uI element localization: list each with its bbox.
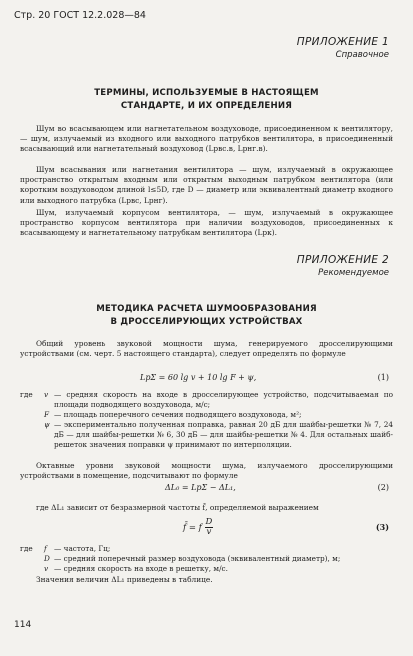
intro-paragraph: Общий уровень звуковой мощности шума, генерируемого дросселирующими устройствами (см. черт. 5 настоящего стандарта), следует определять по формуле — [20, 339, 393, 359]
definition-row — [20, 410, 393, 420]
appendix-2-title: ПРИЛОЖЕНИЕ 2 — [296, 254, 389, 266]
appendix-1-title: ПРИЛОЖЕНИЕ 1 — [296, 36, 389, 48]
formula-3-fraction — [205, 518, 214, 537]
term-duct-noise: Шум во всасывающем или нагнетательном воздуховоде, присоединенном к вентилятору, — шум, излучаемый из входного или выходного патрубков вентилятора, в присоединенный всасывающий или нагнетательный воздуховод (Lрвс.в, Lрнг.в). — [20, 124, 393, 154]
formula-3-number: (3) — [375, 522, 389, 532]
definition-v: — средняя скорость на входе в дросселирующее устройство, подсчитываемая по площади подводящего воздуховода, м/с; — [54, 390, 393, 409]
section-1-title-line2: СТАНДАРТЕ, И ИХ ОПРЕДЕЛЕНИЯ — [120, 100, 293, 111]
symbol-f-area: F — [44, 410, 50, 419]
term-casing-noise: Шум, излучаемый корпусом вентилятора, — шум, излучаемый в окружающее пространство корпусом вентилятора при наличии воздуховодов, присоединенных к всасывающему и нагнетательному патрубкам вентилятора (Lрк). — [20, 208, 393, 238]
symbol-psi: ψ — [44, 420, 50, 429]
definition-f-area: — площадь поперечного сечения подводящего воздуховода, м²; — [54, 410, 302, 419]
spacer — [20, 410, 44, 420]
where-label: где — [20, 390, 33, 399]
section-1-title — [0, 87, 413, 112]
page-header: Стр. 20 ГОСТ 12.2.028—84 — [14, 10, 146, 21]
definition-row — [20, 544, 393, 554]
appendix-1-label — [297, 36, 389, 60]
section-2-title-line2: В ДРОССЕЛИРУЮЩИХ УСТРОЙСТВАХ — [110, 316, 303, 327]
appendix-2-label — [297, 254, 389, 278]
formula-3 — [183, 518, 213, 537]
spacer — [20, 554, 44, 564]
definition-row — [20, 390, 393, 410]
formula-3-numerator: D — [205, 517, 213, 527]
definition-row — [20, 420, 393, 450]
symbol-v: v — [44, 390, 49, 399]
definition-row — [20, 564, 393, 574]
appendix-2-subtitle: Рекомендуемое — [318, 268, 389, 278]
symbol-v2: v — [44, 564, 49, 573]
definitions-2 — [20, 544, 393, 574]
definition-f: — частота, Гц; — [54, 544, 111, 553]
section-2-title-line1: МЕТОДИКА РАСЧЕТА ШУМООБРАЗОВАНИЯ — [96, 304, 317, 314]
section-2-title — [0, 303, 413, 328]
page-number: 114 — [14, 620, 32, 630]
definition-psi: — экспериментально полученная поправка, равная 20 дБ для шайбы-решетки № 7, 24 дБ — для шайбы-решетки № 6, 30 дБ — для шайбы-решетки № 4. Для остальных шайб-решеток значения поправки ψ принимают по интерполяции. — [54, 420, 393, 449]
formula-2: ΔL₀ = LрΣ − ΔL₁, — [165, 483, 236, 492]
formula-1: LрΣ = 60 lg v + 10 lg F + ψ, — [140, 373, 257, 382]
section-1-title-line1: ТЕРМИНЫ, ИСПОЛЬЗУЕМЫЕ В НАСТОЯЩЕМ — [94, 88, 319, 98]
definition-d: — средний поперечный размер воздуховода (эквивалентный диаметр), м; — [54, 554, 341, 563]
appendix-1-subtitle: Справочное — [335, 50, 389, 60]
definition-row — [20, 554, 393, 564]
formula-1-number: (1) — [377, 373, 389, 382]
definitions-1 — [20, 390, 393, 450]
symbol-f: f — [44, 544, 47, 553]
definition-v2: — средняя скорость на входе в решетку, м/с. — [54, 564, 228, 573]
spacer — [20, 564, 44, 574]
formula-3-left: f̄ = f — [183, 523, 202, 533]
where-label: где — [20, 544, 33, 553]
spacer — [20, 420, 44, 450]
symbol-d: D — [44, 554, 50, 563]
octave-paragraph: Октавные уровни звуковой мощности шума, излучаемого дросселирующими устройствами в помещение, подсчитывают по формуле — [20, 461, 393, 481]
term-intake-noise: Шум всасывания или нагнетания вентилятора — шум, излучаемый в окружающее пространство открытым входным или открытым выходным патрубком вентилятора (или коротким воздуховодом длиной l≤5D, где D — диаметр или эквивалентный диаметр входного или выходного патрубка (Lрвс, Lрнг). — [20, 165, 393, 205]
formula-3-denominator: v — [206, 527, 212, 537]
depends-paragraph: где ΔL₁ зависит от безразмерной частоты f̄, определяемой выражением — [36, 503, 319, 512]
closing-paragraph: Значения величин ΔL₁ приведены в таблице. — [36, 575, 213, 584]
formula-2-number: (2) — [377, 483, 389, 492]
